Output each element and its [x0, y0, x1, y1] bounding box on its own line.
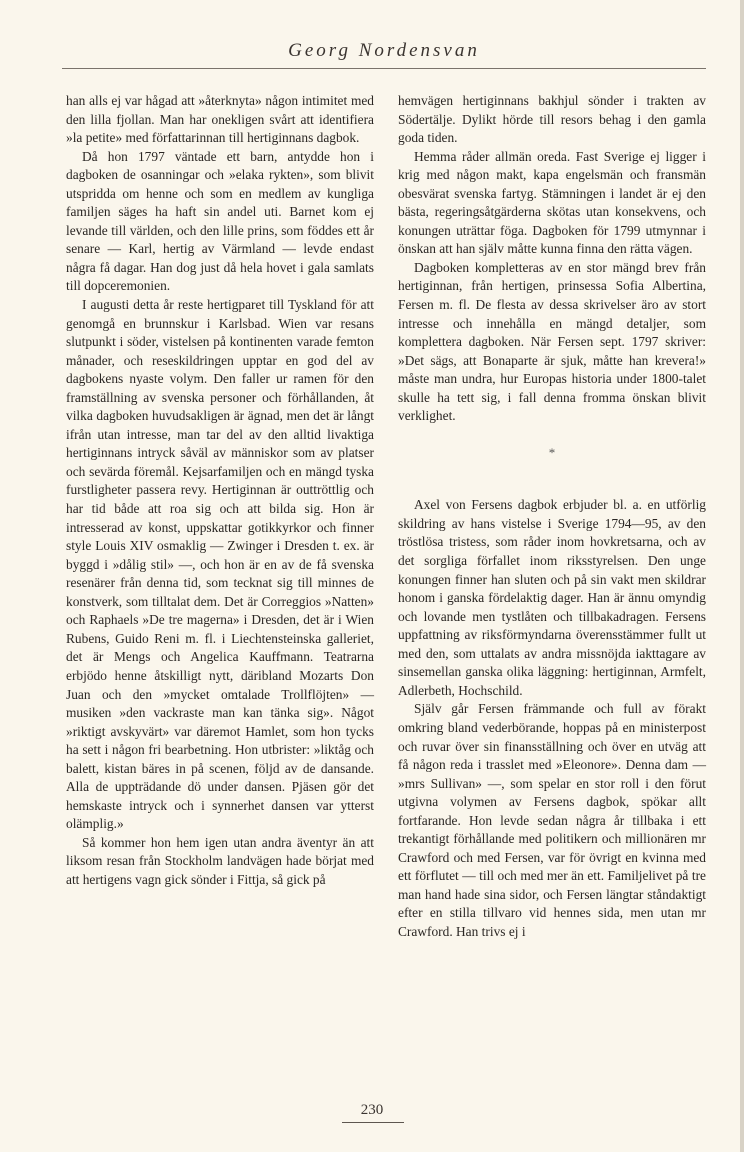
page-number-rule: [342, 1122, 404, 1123]
paragraph: Axel von Fersens dagbok erbjuder bl. a. en utförlig skildring av hans vistelse i Sverige 1794—95, av den tröstlösa tristess, som råder inom hovkretsarna, och av det sorgliga förfallet inom riksstyrelsen. Den unge konungen finner han sluten och på sin vakt men skildrar honom i ganska fördelaktig dager. Han är ännu omyndig och lovande men tystlåten och tillbakadragen. Fersens uppfattning av riksförmyndarna överensstämmer fullt ut med den, som uttalats av andra missnöjda iakttagare av sinsemellan ganska olika läggning: hertiginnan, Armfelt, Adlerbeth, Hochschild.: [398, 497, 706, 698]
left-column: [66, 92, 374, 890]
right-column: [398, 92, 706, 942]
paragraph: I augusti detta år reste hertigparet till Tyskland för att genomgå en brunnskur i Karlsbad. Wien var resans slutpunkt i söder, vistelsen på kontinenten varade femton månader, och reseskildringen upptar en god del av dagbokens nyaste volym. Den faller ur ramen för den framställning av svenska personer och förhållanden, åt vilka dagboken huvudsakligen är ägnad, men det är långt ifrån utan intresse, man tar del av den alltid livaktiga hertiginnans intryck såväl av människor som av platser och sevärda föremål. Kejsarfamiljen och en mängd tyska furstligheter passera revy. Hertiginnan är outtröttlig och har tid både att roa sig och att bilda sig. Hon är intresserad av konst, uppskattar gotikkyrkor och finner style Louis XIV osmaklig — Zwinger i Dresden t. ex. är byggd i »dålig stil» —, och hon är en av de få svenska resenärer från denna tid, som tecknat sig till minnes de konstverk, som tilltalat dem. Det är Correggios »Natten» och Raphaels »De tre magerna» i Dresden, det är i Wien Rubens, Guido Reni m. fl. i Liechtensteinska galleriet, det är Mengs och Angelica Kauffmann. Teatrarna erbjödo henne åtskilligt nytt, däribland Mozarts Don Juan och den »mycket omtalade Trollflöjten» — musiken »den vackraste man kan tänka sig». Något »riktigt avskyvärt» var däremot Hamlet, som hon tycks ha sett i någon fri bearbetning. Hon utbrister: »liktåg och balett, kistan bäres in på scenen, följd av de dansande. Alla de uppträdande dö under dansen. Pjäsen gör det hemskaste intryck och i synnerhet dansen var ytterst olämplig.»: [66, 297, 374, 832]
header-rule: [62, 68, 706, 69]
paragraph: Hemma råder allmän oreda. Fast Sverige ej ligger i krig med någon makt, kapa engelsmän och fransmän obesvärat svenska fartyg. Stämningen i landet är ej den bästa, regeringsåtgärderna skötas utan konsekvens, och konungen uträttar föga. Dagboken för 1799 utmynnar i önskan att han själv måtte kunna finna den rätta vägen.: [398, 148, 706, 257]
paragraph: Då hon 1797 väntade ett barn, antydde hon i dagboken de osanningar och »elaka rykten», som blivit utspridda om henne och som en medlem av kungliga familjen säges ha haft sin andel uti. Barnet kom ej levande till världen, och den lille prins, som föddes ett år senare — Karl, hertig av Värmland — levde endast några få dagar. Han dog just då hela hovet i gala samlats till dopceremonien.: [66, 148, 374, 294]
section-break-asterisk: *: [548, 444, 556, 460]
spacer: [398, 482, 706, 496]
paragraph: han alls ej var hågad att »återknyta» någon intimitet med den lilla fjollan. Man har onekligen svårt att identifiera »la petite» med författarinnan till hertiginnans dagbok.: [66, 93, 374, 146]
paragraph: Själv går Fersen främmande och full av förakt omkring bland vederbörande, hoppas på en ministerpost och ruvar över sin finansställning och över en utväg att få någon reda i trasslet med »Eleonore». Denna dam — »mrs Sullivan» —, som spelar en stor roll i den förut utgivna volymen av Fersens dagbok, spökar allt fortfarande. Hon levde sedan några år tillbaka i ett trekantigt förhållande med politikern och millionären mr Crawford och med Fersen, var för övrigt en kvinna med ett förflutet — till och med mer än ett. Familjelivet på tre man hand hade sina sidor, och Fersen längtar ståndaktigt efter en stilla tillvaro vid hennes sida, men utan mr Crawford. Han trivs ej i: [398, 701, 706, 939]
page-edge: [740, 0, 744, 1152]
page-number: 230: [360, 1102, 384, 1118]
paragraph: hemvägen hertiginnans bakhjul sönder i trakten av Södertälje. Dylikt hörde till resors behag i den gamla goda tiden.: [398, 93, 706, 146]
running-header: Georg Nordensvan: [288, 40, 480, 61]
paragraph: Så kommer hon hem igen utan andra äventyr än att liksom resan från Stockholm landvägen hade börjat med att hertigens vagn gick sönder i Fittja, så gick på: [66, 834, 374, 887]
paragraph: Dagboken kompletteras av en stor mängd brev från hertiginnan, från hertigen, prinsessa Sofia Albertina, Fersen m. fl. De flesta av dessa skrivelser äro av stort intresse och innehålla en mängd detaljer, som komplettera dagboken. När Fersen sept. 1797 skriver: »Det sägs, att Bonaparte är sjuk, måtte han krevera!» måste man undra, hur Europas historia under 1800-talet skulle ha tett sig, i fall denna fromma önskan blivit verklighet.: [398, 259, 706, 424]
